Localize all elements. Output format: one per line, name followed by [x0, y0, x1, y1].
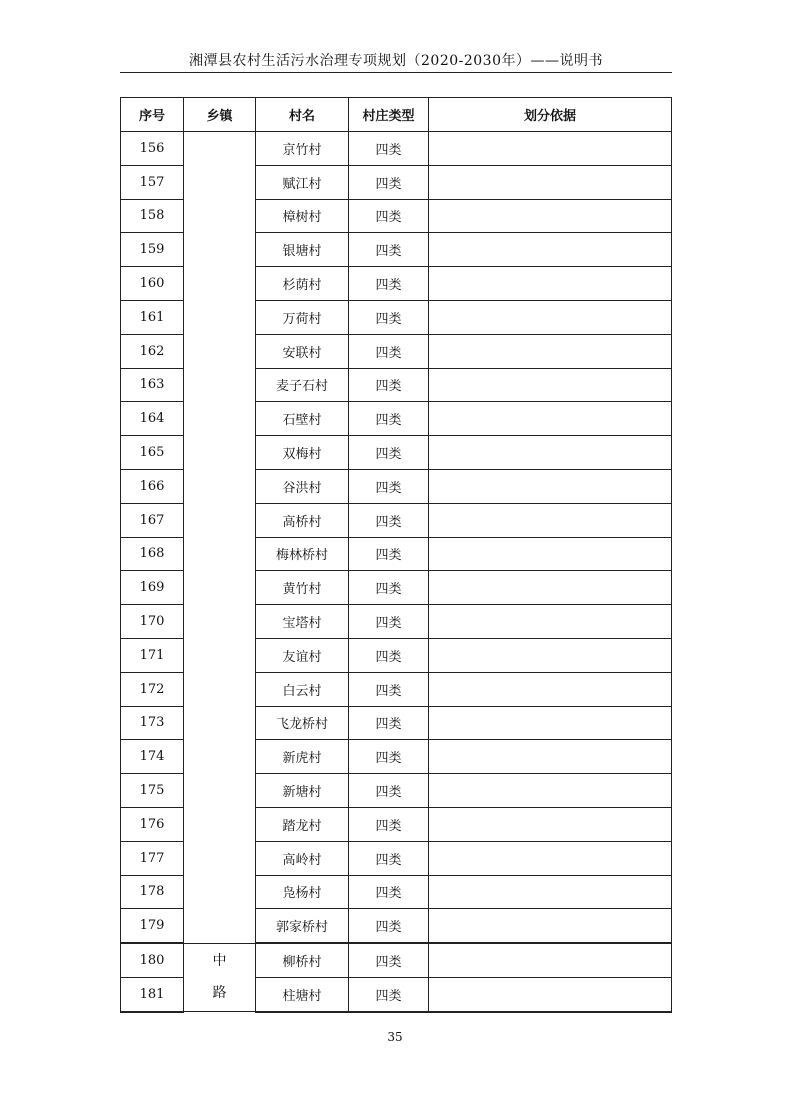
column-header-type: 村庄类型 [349, 98, 429, 132]
cell-village: 凫杨村 [256, 875, 349, 909]
cell-village: 友谊村 [256, 638, 349, 672]
cell-village: 杉荫村 [256, 267, 349, 301]
cell-index: 171 [121, 638, 184, 672]
cell-village: 谷洪村 [256, 469, 349, 503]
cell-index: 173 [121, 706, 184, 740]
cell-village: 安联村 [256, 334, 349, 368]
cell-index: 160 [121, 267, 184, 301]
cell-village: 高桥村 [256, 503, 349, 537]
cell-basis [429, 267, 672, 301]
cell-index: 167 [121, 503, 184, 537]
cell-basis [429, 605, 672, 639]
cell-basis [429, 233, 672, 267]
cell-village: 踏龙村 [256, 807, 349, 841]
cell-basis [429, 638, 672, 672]
cell-town [184, 943, 256, 1012]
cell-index: 159 [121, 233, 184, 267]
cell-village: 郭家桥村 [256, 909, 349, 943]
cell-village: 樟树村 [256, 199, 349, 233]
cell-type: 四类 [349, 267, 429, 301]
village-classification-table [120, 97, 672, 1013]
cell-index: 177 [121, 841, 184, 875]
table-header-row [121, 98, 672, 132]
cell-type: 四类 [349, 909, 429, 943]
cell-index: 176 [121, 807, 184, 841]
cell-basis [429, 672, 672, 706]
cell-index: 161 [121, 300, 184, 334]
cell-basis [429, 943, 672, 977]
cell-basis [429, 503, 672, 537]
cell-type: 四类 [349, 132, 429, 166]
cell-index: 169 [121, 571, 184, 605]
cell-index: 158 [121, 199, 184, 233]
cell-index: 174 [121, 740, 184, 774]
cell-basis [429, 132, 672, 166]
cell-type: 四类 [349, 503, 429, 537]
cell-type: 四类 [349, 841, 429, 875]
column-header-basis: 划分依据 [429, 98, 672, 132]
cell-village: 飞龙桥村 [256, 706, 349, 740]
cell-village: 梅林桥村 [256, 537, 349, 571]
cell-index: 168 [121, 537, 184, 571]
cell-type: 四类 [349, 571, 429, 605]
cell-type: 四类 [349, 774, 429, 808]
cell-basis [429, 199, 672, 233]
cell-type: 四类 [349, 807, 429, 841]
cell-village: 高岭村 [256, 841, 349, 875]
cell-type: 四类 [349, 334, 429, 368]
cell-village: 银塘村 [256, 233, 349, 267]
cell-village: 宝塔村 [256, 605, 349, 639]
column-header-village: 村名 [256, 98, 349, 132]
cell-village: 白云村 [256, 672, 349, 706]
cell-index: 170 [121, 605, 184, 639]
cell-basis [429, 537, 672, 571]
cell-index: 156 [121, 132, 184, 166]
column-header-town: 乡镇 [184, 98, 256, 132]
cell-index: 157 [121, 165, 184, 199]
cell-village: 新塘村 [256, 774, 349, 808]
cell-type: 四类 [349, 199, 429, 233]
town-label-char: 路 [212, 985, 227, 1002]
cell-index: 180 [121, 943, 184, 977]
cell-index: 165 [121, 436, 184, 470]
cell-town [184, 132, 256, 944]
cell-village: 柳桥村 [256, 943, 349, 977]
cell-type: 四类 [349, 300, 429, 334]
cell-basis [429, 977, 672, 1011]
cell-basis [429, 875, 672, 909]
cell-index: 166 [121, 469, 184, 503]
cell-type: 四类 [349, 672, 429, 706]
cell-basis [429, 436, 672, 470]
town-label-char: 中 [212, 953, 227, 970]
cell-village: 双梅村 [256, 436, 349, 470]
cell-type: 四类 [349, 368, 429, 402]
cell-index: 175 [121, 774, 184, 808]
cell-type: 四类 [349, 706, 429, 740]
cell-index: 181 [121, 977, 184, 1011]
cell-basis [429, 334, 672, 368]
table-body [121, 132, 672, 1012]
page-number: 35 [387, 1030, 403, 1044]
cell-village: 柱塘村 [256, 977, 349, 1011]
cell-index: 164 [121, 402, 184, 436]
table-row [121, 943, 672, 977]
cell-type: 四类 [349, 469, 429, 503]
cell-village: 京竹村 [256, 132, 349, 166]
cell-basis [429, 368, 672, 402]
cell-village: 石壁村 [256, 402, 349, 436]
cell-type: 四类 [349, 943, 429, 977]
cell-basis [429, 300, 672, 334]
cell-basis [429, 841, 672, 875]
cell-basis [429, 402, 672, 436]
header-divider [120, 72, 672, 73]
cell-type: 四类 [349, 537, 429, 571]
cell-basis [429, 165, 672, 199]
cell-type: 四类 [349, 233, 429, 267]
cell-basis [429, 909, 672, 943]
cell-village: 麦子石村 [256, 368, 349, 402]
cell-basis [429, 706, 672, 740]
cell-basis [429, 807, 672, 841]
cell-basis [429, 740, 672, 774]
cell-basis [429, 469, 672, 503]
cell-type: 四类 [349, 165, 429, 199]
cell-index: 178 [121, 875, 184, 909]
cell-type: 四类 [349, 436, 429, 470]
cell-village: 赋江村 [256, 165, 349, 199]
cell-type: 四类 [349, 638, 429, 672]
table-row [121, 132, 672, 166]
cell-index: 163 [121, 368, 184, 402]
cell-village: 黄竹村 [256, 571, 349, 605]
cell-type: 四类 [349, 605, 429, 639]
cell-index: 162 [121, 334, 184, 368]
cell-index: 172 [121, 672, 184, 706]
cell-basis [429, 774, 672, 808]
cell-basis [429, 571, 672, 605]
cell-village: 万荷村 [256, 300, 349, 334]
cell-type: 四类 [349, 875, 429, 909]
cell-index: 179 [121, 909, 184, 943]
cell-village: 新虎村 [256, 740, 349, 774]
cell-type: 四类 [349, 977, 429, 1011]
column-header-index: 序号 [121, 98, 184, 132]
cell-type: 四类 [349, 740, 429, 774]
cell-type: 四类 [349, 402, 429, 436]
page-header-title: 湘潭县农村生活污水治理专项规划（2020-2030年）——说明书 [189, 53, 603, 69]
